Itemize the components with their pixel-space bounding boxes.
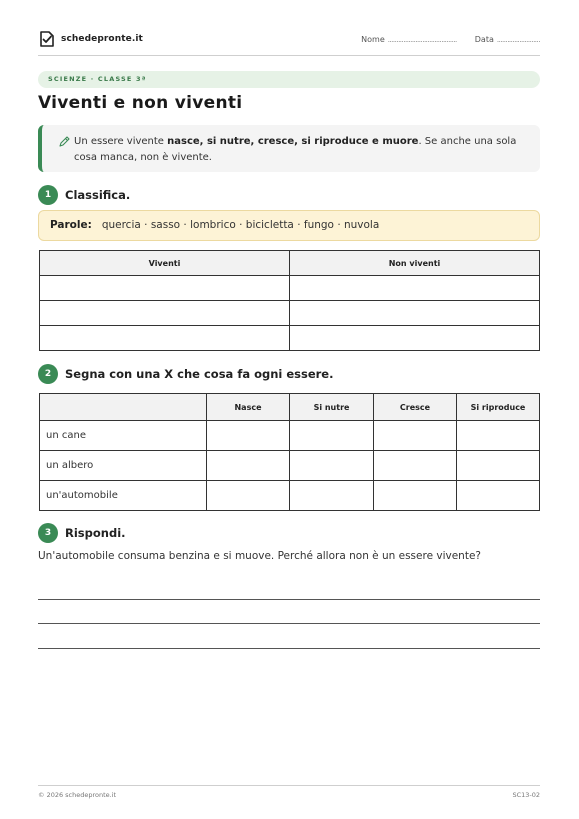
- check-cell[interactable]: [457, 481, 540, 511]
- subject-tag: SCIENZE · CLASSE 3ª: [38, 71, 540, 88]
- answer-line[interactable]: [38, 599, 540, 600]
- table-header-row: [40, 251, 540, 276]
- section-1-title: Classifica.: [65, 188, 131, 202]
- answer-line[interactable]: [38, 648, 540, 649]
- check-cell[interactable]: [374, 451, 457, 481]
- footer-copyright: © 2026 schedepronte.it: [38, 791, 117, 799]
- checklist-logo-icon: [38, 30, 56, 48]
- date-field[interactable]: [475, 35, 540, 44]
- word-bank-label: Parole:: [50, 219, 92, 231]
- name-dots: ........................................: [387, 36, 457, 44]
- check-cell[interactable]: [207, 421, 290, 451]
- column-header-empty: [40, 394, 207, 421]
- table-row: [40, 481, 540, 511]
- check-cell[interactable]: [374, 481, 457, 511]
- section-2-title: Segna con una X che cosa fa ogni essere.: [65, 367, 334, 381]
- column-header-viventi: Viventi: [40, 251, 290, 276]
- name-label: Nome: [361, 35, 385, 44]
- column-header-si-riproduce: Si riproduce: [457, 394, 540, 421]
- check-cell[interactable]: [290, 451, 374, 481]
- check-cell[interactable]: [290, 481, 374, 511]
- row-label: un'automobile: [40, 481, 207, 511]
- column-header-non-viventi: Non viventi: [290, 251, 540, 276]
- definition-note: [38, 125, 540, 172]
- check-cell[interactable]: [207, 481, 290, 511]
- table-row: [40, 451, 540, 481]
- page-title: Viventi e non viventi: [38, 93, 243, 113]
- answer-line[interactable]: [38, 623, 540, 624]
- note-text-start: Un essere vivente: [74, 136, 168, 147]
- section-2-heading: [38, 364, 333, 384]
- column-header-nasce: Nasce: [207, 394, 290, 421]
- table-row: [40, 421, 540, 451]
- check-table: [39, 393, 540, 511]
- section-3-heading: [38, 523, 126, 543]
- date-label: Data: [474, 35, 494, 44]
- page-header: [38, 30, 540, 56]
- name-field[interactable]: [361, 35, 457, 44]
- check-cell[interactable]: [207, 451, 290, 481]
- logo-text: schedepronte.it: [61, 34, 143, 44]
- footer-code: SC13-02: [512, 791, 540, 799]
- pencil-icon: [58, 136, 70, 148]
- logo: [38, 30, 143, 48]
- answer-cell[interactable]: [290, 276, 540, 301]
- check-cell[interactable]: [290, 421, 374, 451]
- row-label: un albero: [40, 451, 207, 481]
- row-label: un cane: [40, 421, 207, 451]
- section-1-heading: [38, 185, 130, 205]
- answer-cell[interactable]: [40, 276, 290, 301]
- word-bank: [38, 210, 540, 241]
- word-bank-words: quercia · sasso · lombrico · bicicletta · fungo · nuvola: [101, 219, 380, 231]
- date-dots: .........................: [496, 36, 540, 44]
- answer-cell[interactable]: [290, 301, 540, 326]
- question-text: Un'automobile consuma benzina e si muove. Perché allora non è un essere vivente?: [38, 550, 481, 562]
- answer-cell[interactable]: [290, 326, 540, 351]
- column-header-cresce: Cresce: [374, 394, 457, 421]
- classify-table: [39, 250, 540, 351]
- answer-cell[interactable]: [40, 326, 290, 351]
- section-3-number: 3: [38, 523, 58, 543]
- header-fields: [361, 35, 540, 44]
- table-row: [40, 301, 540, 326]
- note-text-bold: nasce, si nutre, cresce, si riproduce e muore: [167, 136, 419, 147]
- check-cell[interactable]: [457, 421, 540, 451]
- check-cell[interactable]: [374, 421, 457, 451]
- table-row: [40, 326, 540, 351]
- answer-cell[interactable]: [40, 301, 290, 326]
- column-header-si-nutre: Si nutre: [290, 394, 374, 421]
- section-2-number: 2: [38, 364, 58, 384]
- table-row: [40, 276, 540, 301]
- section-3-title: Rispondi.: [65, 526, 126, 540]
- table-header-row: [40, 394, 540, 421]
- check-cell[interactable]: [457, 451, 540, 481]
- note-text-end: . Se anche una sola cosa manca, non è vivente.: [74, 136, 517, 163]
- section-1-number: 1: [38, 185, 58, 205]
- page-footer: [38, 785, 540, 799]
